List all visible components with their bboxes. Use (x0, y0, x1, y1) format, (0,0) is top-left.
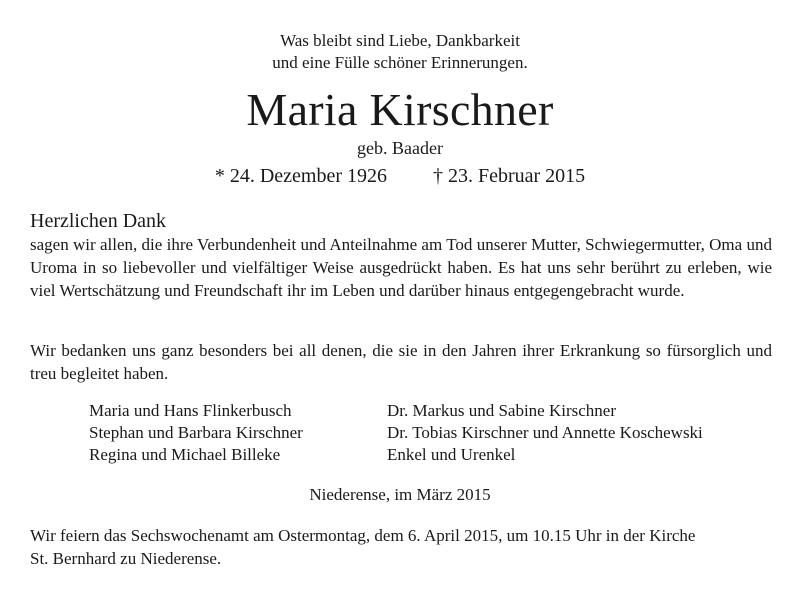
motto-line: Was bleibt sind Liebe, Dankbarkeit (280, 31, 520, 50)
signatory: Dr. Markus und Sabine Kirschner (387, 401, 616, 420)
signatories-right-column (387, 400, 703, 466)
signatory: Dr. Tobias Kirschner und Annette Koschewski (387, 423, 703, 442)
signatory: Maria und Hans Flinkerbusch (89, 401, 292, 420)
service-line: Wir feiern das Sechswochenamt am Ostermontag, dem 6. April 2015, um 10.15 Uhr in der Kirche (30, 526, 696, 545)
death-date: † 23. Februar 2015 (432, 165, 586, 187)
motto (0, 30, 800, 74)
birth-date: * 24. Dezember 1926 (214, 165, 387, 187)
deceased-name: Maria Kirschner (246, 84, 554, 135)
signatories-left-column (89, 400, 303, 466)
thanks-paragraph: Wir bedanken uns ganz besonders bei all denen, die sie in den Jahren ihrer Erkrankung so fürsorglich und treu begleitet haben. (30, 341, 772, 383)
thanks-heading: Herzlichen Dank (30, 210, 167, 232)
signatory: Regina und Michael Billeke (89, 445, 281, 464)
place-date: Niederense, im März 2015 (309, 485, 491, 504)
motto-line: und eine Fülle schöner Erinnerungen. (272, 53, 528, 72)
signatory: Enkel und Urenkel (387, 445, 516, 464)
maiden-name: geb. Baader (357, 138, 443, 158)
service-announcement (30, 524, 772, 570)
signatory: Stephan und Barbara Kirschner (89, 423, 303, 442)
life-dates (0, 163, 800, 189)
service-line: St. Bernhard zu Niederense. (30, 549, 222, 568)
thanks-paragraph: sagen wir allen, die ihre Verbundenheit und Anteilnahme am Tod unserer Mutter, Schwiegermutter, Oma und Uroma in so liebevoller und vielfältiger Weise ausgedrückt haben. Es hat uns sehr berührt zu erleben, wie viel Wertschätzung und Freundschaft ihr im Leben und darüber hinaus entgegengebracht wurde. (30, 235, 772, 300)
